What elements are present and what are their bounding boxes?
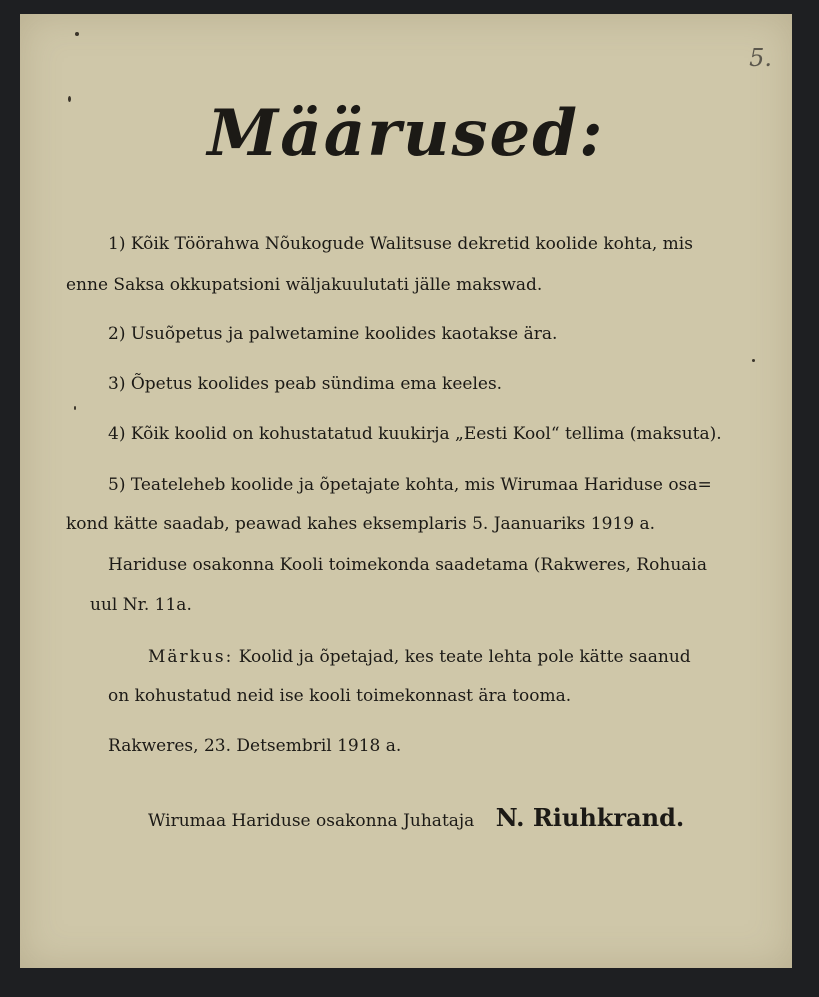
paper-speck <box>74 406 76 410</box>
signature-prefix: Wirumaa Hariduse osakonna Juhataja <box>148 811 475 831</box>
item-1-line-2: enne Saksa okkupatsioni wäljakuulutati jälle makswad. <box>66 275 543 295</box>
item-5-line-1: 5) Teateleheb koolide ja õpetajate kohta, mis Wirumaa Hariduse osa= <box>108 475 712 495</box>
item-5-line-2: kond kätte saadab, peawad kahes eksemplaris 5. Jaanuariks 1919 a. <box>66 514 656 534</box>
item-3-line-1: 3) Õpetus koolides peab sündima ema keeles. <box>108 374 503 394</box>
item-1-line-1: 1) Kõik Töörahwa Nõukogude Walitsuse dekretid koolide kohta, mis <box>108 234 693 254</box>
note-line-2: on kohustatud neid ise kooli toimekonnast ära tooma. <box>108 686 572 706</box>
note-label: Märkus: <box>148 647 234 667</box>
signature-line <box>148 803 685 832</box>
paper-speck <box>68 96 71 102</box>
paper-speck <box>752 359 755 362</box>
note-text-1: Koolid ja õpetajad, kes teate lehta pole kätte saanud <box>238 647 691 667</box>
note-line-1 <box>148 647 691 667</box>
date-line: Rakweres, 23. Detsembril 1918 a. <box>108 736 402 756</box>
page-number: 5. <box>749 44 772 72</box>
document-title: Määrused: <box>207 96 605 171</box>
item-5-line-4: uul Nr. 11a. <box>90 595 192 615</box>
document-page <box>20 14 792 968</box>
paper-speck <box>75 32 79 36</box>
item-4-line-1: 4) Kõik koolid on kohustatatud kuukirja „Eesti Kool“ tellima (maksuta). <box>108 424 722 444</box>
signature-name: N. Riuhkrand. <box>495 803 685 832</box>
item-5-line-3: Hariduse osakonna Kooli toimekonda saadetama (Rakweres, Rohuaia <box>108 555 707 575</box>
item-2-line-1: 2) Usuõpetus ja palwetamine koolides kaotakse ära. <box>108 324 558 344</box>
